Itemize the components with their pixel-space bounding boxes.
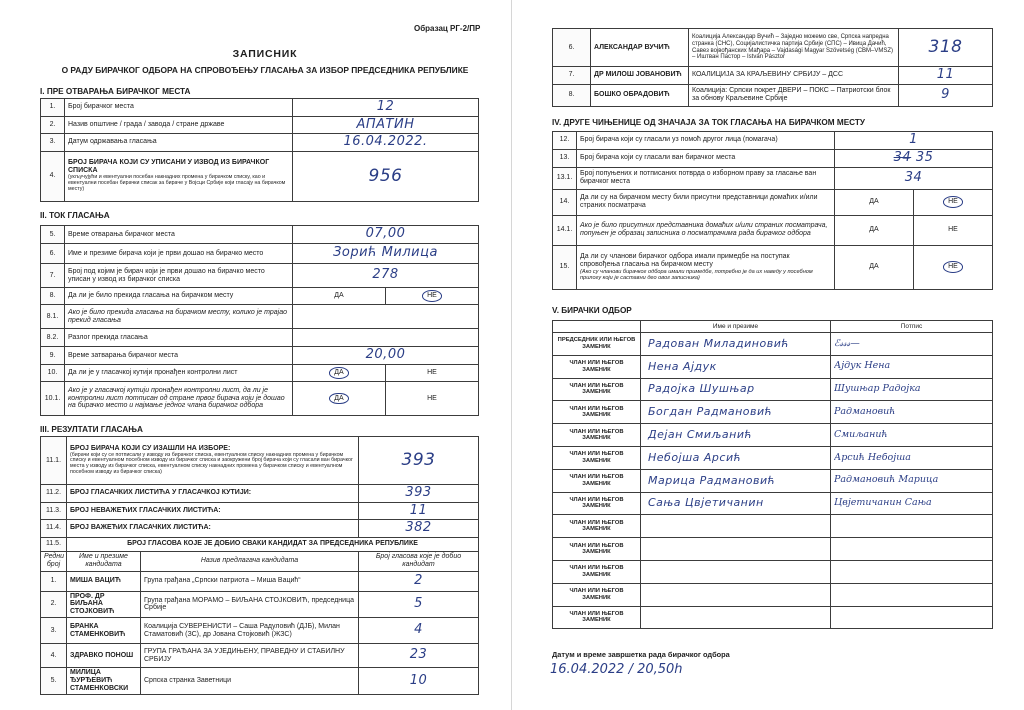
option-yes[interactable] bbox=[835, 215, 914, 245]
row-value[interactable] bbox=[359, 437, 479, 485]
row-value[interactable] bbox=[359, 502, 479, 520]
member-signature: Шушњар Радојка bbox=[834, 384, 921, 395]
candidate-number: 6. bbox=[553, 29, 591, 67]
row-label: Ако је било прекида гласања на бирачком месту, колико је трајао прекид гласања bbox=[65, 305, 293, 329]
row-label: Број бирача који су гласали ван бирачког места bbox=[577, 149, 835, 167]
member-name-field[interactable] bbox=[641, 538, 831, 561]
row-label-text: БРОЈ БИРАЧА КОЈИ СУ ИЗАШЛИ НА ИЗБОРЕ: bbox=[70, 444, 231, 452]
handwritten-value: 11 bbox=[936, 67, 955, 82]
candidate-proposer: Коалиција СУВЕРЕНИСТИ – Саша Радуловић (ДЈБ), Милан Стаматовић (ЗС), др Јована Стојковић (ЖЗС) bbox=[141, 618, 359, 644]
table-row bbox=[41, 329, 479, 347]
row-number: 11.5. bbox=[41, 537, 67, 551]
candidate-votes[interactable] bbox=[899, 29, 993, 67]
struck-value: 34 bbox=[893, 149, 912, 165]
member-signature: Радмановић Марица bbox=[834, 475, 939, 486]
table-row bbox=[553, 215, 993, 245]
option-yes[interactable] bbox=[293, 382, 386, 416]
row-number: 1. bbox=[41, 99, 65, 117]
row-value[interactable] bbox=[293, 264, 479, 288]
candidate-number: 3. bbox=[41, 618, 67, 644]
committee-member-row bbox=[553, 424, 993, 447]
member-role: ЧЛАН ИЛИ ЊЕГОВ ЗАМЕНИК bbox=[553, 424, 641, 447]
option-yes[interactable] bbox=[835, 189, 914, 215]
option-yes-circled: ДА bbox=[329, 393, 348, 405]
document-title: ЗАПИСНИК bbox=[232, 48, 298, 60]
table-header-row bbox=[553, 321, 993, 333]
candidate-votes[interactable] bbox=[359, 668, 479, 694]
member-role: ЧЛАН ИЛИ ЊЕГОВ ЗАМЕНИК bbox=[553, 401, 641, 424]
row-label bbox=[67, 437, 359, 485]
handwritten-value: 278 bbox=[372, 267, 399, 283]
row-label: Да ли је било прекида гласања на бирачком месту bbox=[65, 288, 293, 305]
handwritten-value: 4 bbox=[414, 622, 423, 638]
candidate-number: 7. bbox=[553, 67, 591, 85]
committee-member-row bbox=[553, 583, 993, 606]
member-role: ПРЕДСЕДНИК ИЛИ ЊЕГОВ ЗАМЕНИК bbox=[553, 333, 641, 356]
candidate-row bbox=[41, 591, 479, 617]
option-yes[interactable] bbox=[835, 245, 914, 289]
handwritten-value: 34 bbox=[904, 169, 923, 185]
table-row bbox=[41, 365, 479, 382]
row-label: Да ли су на бирачком месту били присутни представници домаћих и/или страних посматрача bbox=[577, 189, 835, 215]
row-number: 4. bbox=[41, 151, 65, 201]
member-signature-field[interactable] bbox=[831, 355, 993, 378]
right-page bbox=[512, 0, 1024, 710]
candidate-proposer: Коалиција: Српски покрет ДВЕРИ – ПОКС – Патриотски блок за обнову Краљевине Србије bbox=[689, 84, 899, 106]
candidates-continued-table bbox=[552, 28, 993, 107]
row-value-empty[interactable] bbox=[293, 305, 479, 329]
row-value[interactable] bbox=[293, 226, 479, 244]
row-value[interactable] bbox=[293, 151, 479, 201]
section-1-heading: I. ПРЕ ОТВАРАЊА БИРАЧКОГ МЕСТА bbox=[40, 87, 191, 96]
handwritten-value: 1 bbox=[909, 132, 918, 147]
table-row bbox=[41, 347, 479, 365]
candidate-name: БОШКО ОБРАДОВИЋ bbox=[591, 84, 689, 106]
col-header-signature: Потпис bbox=[831, 321, 993, 333]
row-number: 11.3. bbox=[41, 502, 67, 520]
handwritten-value: 382 bbox=[405, 520, 432, 536]
handwritten-value: 318 bbox=[928, 36, 963, 57]
option-no-label: НЕ bbox=[427, 394, 437, 402]
votes-heading: БРОЈ ГЛАСОВА КОЈЕ ЈЕ ДОБИО СВАКИ КАНДИДАТ ЗА ПРЕДСЕДНИКА РЕПУБЛИКЕ bbox=[67, 537, 479, 551]
table-row bbox=[41, 305, 479, 329]
member-name-field[interactable] bbox=[641, 515, 831, 538]
row-value[interactable] bbox=[293, 347, 479, 365]
committee-rows bbox=[553, 333, 993, 629]
row-label bbox=[577, 245, 835, 289]
member-role: ЧЛАН ИЛИ ЊЕГОВ ЗАМЕНИК bbox=[553, 606, 641, 629]
row-label: Ако је било присутних представника домаћих и/или страних посматрача, попуњен је образац записника о посматрачима рада бирачког одбора bbox=[577, 215, 835, 245]
table-row bbox=[41, 437, 479, 485]
handwritten-value: 16.04.2022. bbox=[343, 134, 428, 150]
member-name: Радојка Шушњар bbox=[648, 382, 755, 396]
row-value[interactable] bbox=[359, 485, 479, 503]
form-code: Образац РГ-2/ПР bbox=[414, 24, 481, 33]
col-header-role bbox=[553, 321, 641, 333]
row-number: 11.2. bbox=[41, 485, 67, 503]
candidate-row bbox=[41, 571, 479, 591]
member-signature: Арсић Небојша bbox=[834, 452, 911, 463]
option-no[interactable] bbox=[386, 382, 479, 416]
row-label-text: БРОЈ БИРАЧА КОЈИ СУ УПИСАНИ У ИЗВОД ИЗ БИРАЧКОГ СПИСКА bbox=[68, 159, 270, 175]
candidate-votes[interactable] bbox=[359, 644, 479, 668]
table-row bbox=[553, 245, 993, 289]
row-note: (укључујући и евентуални посебан накнадних промена у бирачком списку, као и евентуални посебан бирачки списак за бираче у Војсци Србије који гласају на бирачком месту) bbox=[68, 174, 286, 192]
row-label: БРОЈ ГЛАСАЧКИХ ЛИСТИЋА У ГЛАСАЧКОЈ КУТИЈИ: bbox=[67, 485, 359, 503]
section-3-heading: III. РЕЗУЛТАТИ ГЛАСАЊА bbox=[40, 425, 143, 434]
option-yes-label: ДА bbox=[869, 226, 879, 234]
candidate-proposer: ГРУПА ГРАЂАНА ЗА УЈЕДИЊЕНУ, ПРАВЕДНУ И СТАБИЛНУ СРБИЈУ bbox=[141, 644, 359, 668]
committee-member-row bbox=[553, 446, 993, 469]
committee-member-row bbox=[553, 560, 993, 583]
table-row bbox=[41, 151, 479, 201]
row-label bbox=[65, 151, 293, 201]
row-value[interactable] bbox=[293, 134, 479, 152]
handwritten-value: 393 bbox=[405, 485, 432, 500]
candidate-name: ПРОФ. ДР БИЉАНА СТОЈКОВИЋ bbox=[67, 591, 141, 617]
row-label: БРОЈ НЕВАЖЕЋИХ ГЛАСАЧКИХ ЛИСТИЋА: bbox=[67, 502, 359, 520]
handwritten-value: 9 bbox=[941, 86, 950, 102]
member-name: Радован Миладиновић bbox=[648, 336, 790, 350]
member-signature-field[interactable] bbox=[831, 515, 993, 538]
table-row bbox=[41, 99, 479, 117]
member-signature-field[interactable] bbox=[831, 424, 993, 447]
row-label: Време отварања бирачког места bbox=[65, 226, 293, 244]
committee-member-row bbox=[553, 469, 993, 492]
row-number: 5. bbox=[41, 226, 65, 244]
handwritten-value: 2 bbox=[414, 572, 423, 588]
handwritten-value: 10 bbox=[409, 672, 428, 688]
candidate-name: ДР МИЛОШ ЈОВАНОВИЋ bbox=[591, 67, 689, 85]
member-role: ЧЛАН ИЛИ ЊЕГОВ ЗАМЕНИК bbox=[553, 538, 641, 561]
handwritten-value: 956 bbox=[368, 165, 403, 186]
member-name-field[interactable] bbox=[641, 401, 831, 424]
row-label: Број бирачког места bbox=[65, 99, 293, 117]
table-row bbox=[41, 288, 479, 305]
candidate-row bbox=[41, 644, 479, 668]
candidate-number: 4. bbox=[41, 644, 67, 668]
table-row bbox=[553, 132, 993, 150]
candidate-proposer: Група грађана МОРАМО – БИЉАНА СТОЈКОВИЋ, председница Србије bbox=[141, 591, 359, 617]
option-no-circled: НЕ bbox=[422, 290, 442, 302]
col-header-name: Име и презиме кандидата bbox=[67, 551, 141, 571]
col-header-no: Редни број bbox=[41, 551, 67, 571]
member-name: Дејан Смиљанић bbox=[648, 427, 753, 441]
handwritten-value: 12 bbox=[376, 99, 395, 114]
member-role: ЧЛАН ИЛИ ЊЕГОВ ЗАМЕНИК bbox=[553, 492, 641, 515]
committee-member-row bbox=[553, 538, 993, 561]
option-yes-label: ДА bbox=[869, 263, 879, 271]
member-signature-field[interactable] bbox=[831, 560, 993, 583]
row-label: Да ли је у гласачкој кутији пронађен контролни лист bbox=[65, 365, 293, 382]
row-number: 7. bbox=[41, 264, 65, 288]
row-number: 8. bbox=[41, 288, 65, 305]
member-signature-field[interactable] bbox=[831, 378, 993, 401]
member-name: Нена Ајдук bbox=[648, 359, 717, 373]
candidate-proposer: Српска странка Заветници bbox=[141, 668, 359, 694]
option-yes-label: ДА bbox=[869, 198, 879, 206]
table-row bbox=[41, 520, 479, 538]
row-number: 14.1. bbox=[553, 215, 577, 245]
row-value[interactable] bbox=[835, 149, 993, 167]
row-note: (бирачи који су се потписали у изводу из бирачког списка, евентуалном списку накнадних промена у бирачком списку и евентуалном посебном изводу из бирачког списка и заокружени број бирача који су гласали ван бирачког места у изводу из бирачког списка, евентуалном списку накнадних промена у бирачком списку и евентуалном посебном изводу из бирачког списка) bbox=[70, 451, 353, 476]
row-value-empty[interactable] bbox=[293, 329, 479, 347]
member-name-field[interactable] bbox=[641, 492, 831, 515]
member-signature-field[interactable] bbox=[831, 492, 993, 515]
row-number: 11.1. bbox=[41, 437, 67, 485]
handwritten-value: 23 bbox=[409, 647, 428, 663]
row-number: 12. bbox=[553, 132, 577, 150]
member-signature-field[interactable] bbox=[831, 606, 993, 629]
member-signature: Цвјетичанин Сања bbox=[834, 498, 932, 509]
corrected-value: 35 bbox=[915, 149, 934, 165]
row-label: Број попуњених и потписаних потврда о изборном праву за гласање ван бирачког места bbox=[577, 167, 835, 189]
section-3-table bbox=[40, 436, 479, 695]
candidate-row bbox=[553, 84, 993, 106]
row-value[interactable] bbox=[293, 99, 479, 117]
candidate-proposer: Група грађана „Српски патриота – Миша Вацић“ bbox=[141, 571, 359, 591]
option-no[interactable] bbox=[914, 215, 993, 245]
member-name-field[interactable] bbox=[641, 560, 831, 583]
row-number: 13. bbox=[553, 149, 577, 167]
committee-member-row bbox=[553, 606, 993, 629]
member-role: ЧЛАН ИЛИ ЊЕГОВ ЗАМЕНИК bbox=[553, 446, 641, 469]
candidate-proposer: Коалиција Александар Вучић – Заједно можемо све, Српска напредна странка (СНС), Социјалистичка партија Србије (СПС) – Ивица Дачић, Савез војвођанских Мађара – Vajdasági Magyar Szövetség (СВМ–VMSZ) – Иштван Пастор – István Pásztor bbox=[689, 29, 899, 67]
handwritten-value: АПАТИН bbox=[356, 116, 415, 132]
row-label: Име и презиме бирача који је први дошао на бирачко место bbox=[65, 244, 293, 264]
row-value[interactable] bbox=[293, 116, 479, 134]
candidate-votes[interactable] bbox=[359, 618, 479, 644]
row-label: Назив општине / града / завода / стране државе bbox=[65, 116, 293, 134]
candidate-votes[interactable] bbox=[359, 591, 479, 617]
row-number: 11.4. bbox=[41, 520, 67, 538]
option-no[interactable] bbox=[386, 365, 479, 382]
committee-member-row bbox=[553, 355, 993, 378]
member-name-field[interactable] bbox=[641, 333, 831, 356]
candidate-number: 5. bbox=[41, 668, 67, 694]
member-name: Небојша Арсић bbox=[648, 450, 742, 464]
option-no-circled: НЕ bbox=[943, 261, 963, 273]
option-no[interactable] bbox=[914, 245, 993, 289]
candidate-number: 2. bbox=[41, 591, 67, 617]
row-label: Број под којим је бирач који је први дошао на бирачко место уписан у извод из бирачког списка bbox=[65, 264, 293, 288]
table-row bbox=[41, 502, 479, 520]
row-value[interactable] bbox=[835, 132, 993, 150]
option-yes-circled: ДА bbox=[329, 367, 348, 379]
option-no[interactable] bbox=[386, 288, 479, 305]
row-label: Ако је у гласачкој кутији пронађен контролни лист, да ли је контролни лист потписан од стране првог бирача који је дошао на бирачко место и најмање једног члана бирачког одбора bbox=[65, 382, 293, 416]
option-yes-label: ДА bbox=[334, 292, 344, 300]
handwritten-value: 20,00 bbox=[365, 347, 406, 363]
table-row bbox=[41, 116, 479, 134]
section-5-heading: V. БИРАЧКИ ОДБОР bbox=[552, 306, 632, 315]
handwritten-value: 07,00 bbox=[365, 226, 406, 242]
row-number: 3. bbox=[41, 134, 65, 152]
option-yes[interactable] bbox=[293, 365, 386, 382]
committee-member-row bbox=[553, 401, 993, 424]
document-subtitle: О РАДУ БИРАЧКОГ ОДБОРА НА СПРОВОЂЕЊУ ГЛАСАЊА ЗА ИЗБОР ПРЕДСЕДНИКА РЕПУБЛИКЕ bbox=[61, 65, 469, 75]
handwritten-value: 5 bbox=[414, 596, 423, 612]
row-value[interactable] bbox=[835, 167, 993, 189]
row-label: Датум одржавања гласања bbox=[65, 134, 293, 152]
member-signature-field[interactable] bbox=[831, 401, 993, 424]
row-number: 8.2. bbox=[41, 329, 65, 347]
option-no[interactable] bbox=[914, 189, 993, 215]
section-2-table bbox=[40, 225, 479, 416]
table-row bbox=[553, 167, 993, 189]
member-role: ЧЛАН ИЛИ ЊЕГОВ ЗАМЕНИК bbox=[553, 355, 641, 378]
member-name-field[interactable] bbox=[641, 469, 831, 492]
section-1-table bbox=[40, 98, 479, 202]
member-signature-field[interactable] bbox=[831, 583, 993, 606]
member-signature-field[interactable] bbox=[831, 469, 993, 492]
table-header-row bbox=[41, 551, 479, 571]
section-4-table bbox=[552, 131, 993, 290]
candidate-number: 8. bbox=[553, 84, 591, 106]
option-no-circled: НЕ bbox=[943, 196, 963, 208]
candidate-row bbox=[41, 668, 479, 694]
candidate-name: МИША ВАЦИЋ bbox=[67, 571, 141, 591]
member-name-field[interactable] bbox=[641, 446, 831, 469]
row-number: 13.1. bbox=[553, 167, 577, 189]
candidate-number: 1. bbox=[41, 571, 67, 591]
footer-date-time: 16.04.2022 / 20,50h bbox=[550, 662, 683, 677]
row-number: 9. bbox=[41, 347, 65, 365]
member-name-field[interactable] bbox=[641, 424, 831, 447]
candidate-proposer: КОАЛИЦИЈА ЗА КРАЉЕВИНУ СРБИЈУ – ДСС bbox=[689, 67, 899, 85]
handwritten-value: 11 bbox=[409, 502, 428, 518]
member-name: Сања Цвјетичанин bbox=[648, 496, 764, 510]
member-role: ЧЛАН ИЛИ ЊЕГОВ ЗАМЕНИК bbox=[553, 515, 641, 538]
row-number: 6. bbox=[41, 244, 65, 264]
table-row bbox=[41, 264, 479, 288]
member-name: Марица Радмановић bbox=[648, 473, 776, 487]
table-row bbox=[41, 537, 479, 551]
row-note: (Ако су чланови бирачког одбора имали примедбе, потребно је да их наведу у посебном прилогу који је саставни део овог записника) bbox=[580, 268, 813, 281]
table-row bbox=[41, 134, 479, 152]
member-role: ЧЛАН ИЛИ ЊЕГОВ ЗАМЕНИК bbox=[553, 469, 641, 492]
handwritten-value: Зорић Милица bbox=[333, 245, 438, 261]
member-signature-field[interactable] bbox=[831, 538, 993, 561]
table-row bbox=[41, 226, 479, 244]
option-no-label: НЕ bbox=[948, 226, 958, 234]
member-signature: ℰ𝓈𝓈𝓈— bbox=[834, 338, 860, 349]
table-row bbox=[553, 189, 993, 215]
row-number: 10. bbox=[41, 365, 65, 382]
col-header-proposer: Назив предлагача кандидата bbox=[141, 551, 359, 571]
committee-member-row bbox=[553, 333, 993, 356]
row-value[interactable] bbox=[293, 244, 479, 264]
member-name-field[interactable] bbox=[641, 583, 831, 606]
member-signature-field[interactable] bbox=[831, 333, 993, 356]
row-label: Разлог прекида гласања bbox=[65, 329, 293, 347]
table-row bbox=[41, 244, 479, 264]
section-4-heading: IV. ДРУГЕ ЧИЊЕНИЦЕ ОД ЗНАЧАЈА ЗА ТОК ГЛАСАЊА НА БИРАЧКОМ МЕСТУ bbox=[552, 118, 865, 127]
handwritten-value-group bbox=[838, 151, 989, 166]
member-signature: Ајдук Нена bbox=[834, 361, 891, 372]
candidate-votes[interactable] bbox=[359, 571, 479, 591]
member-name-field[interactable] bbox=[641, 355, 831, 378]
row-label: Време затварања бирачког места bbox=[65, 347, 293, 365]
member-name-field[interactable] bbox=[641, 606, 831, 629]
row-number: 15. bbox=[553, 245, 577, 289]
row-number: 8.1. bbox=[41, 305, 65, 329]
row-number: 2. bbox=[41, 116, 65, 134]
row-label-text: Да ли су чланови бирачког одбора имали примедбе на поступак спровођења гласања на бирачком месту bbox=[580, 252, 790, 268]
option-no-label: НЕ bbox=[427, 369, 437, 377]
committee-member-row bbox=[553, 492, 993, 515]
row-number: 14. bbox=[553, 189, 577, 215]
handwritten-value: 393 bbox=[401, 449, 436, 470]
member-role: ЧЛАН ИЛИ ЊЕГОВ ЗАМЕНИК bbox=[553, 378, 641, 401]
candidate-name: БРАНКА СТАМЕНКОВИЋ bbox=[67, 618, 141, 644]
footer-label: Датум и време завршетка рада бирачког одбора bbox=[552, 650, 730, 659]
committee-table bbox=[552, 320, 993, 629]
member-signature: Радмановић bbox=[834, 406, 896, 417]
row-number: 10.1. bbox=[41, 382, 65, 416]
table-row bbox=[41, 485, 479, 503]
member-role: ЧЛАН ИЛИ ЊЕГОВ ЗАМЕНИК bbox=[553, 583, 641, 606]
candidate-row bbox=[553, 67, 993, 85]
committee-member-row bbox=[553, 515, 993, 538]
member-role: ЧЛАН ИЛИ ЊЕГОВ ЗАМЕНИК bbox=[553, 560, 641, 583]
col-header-votes: Број гласова које је добио кандидат bbox=[359, 551, 479, 571]
candidate-name: ЗДРАВКО ПОНОШ bbox=[67, 644, 141, 668]
member-name-field[interactable] bbox=[641, 378, 831, 401]
option-yes[interactable] bbox=[293, 288, 386, 305]
col-header-name: Име и презиме bbox=[641, 321, 831, 333]
candidate-votes[interactable] bbox=[899, 67, 993, 85]
row-label: Број бирача који су гласали уз помоћ другог лица (помагача) bbox=[577, 132, 835, 150]
table-row bbox=[553, 149, 993, 167]
candidate-row bbox=[553, 29, 993, 67]
member-signature-field[interactable] bbox=[831, 446, 993, 469]
member-name: Богдан Радмановић bbox=[648, 405, 773, 419]
section-2-heading: II. ТОК ГЛАСАЊА bbox=[40, 211, 110, 220]
row-label: БРОЈ ВАЖЕЋИХ ГЛАСАЧКИХ ЛИСТИЋА: bbox=[67, 520, 359, 538]
candidate-name: МИЛИЦА ЂУРЂЕВИЋ СТАМЕНКОВСКИ bbox=[67, 668, 141, 694]
committee-member-row bbox=[553, 378, 993, 401]
candidate-votes[interactable] bbox=[899, 84, 993, 106]
candidate-name: АЛЕКСАНДАР ВУЧИЋ bbox=[591, 29, 689, 67]
row-value[interactable] bbox=[359, 520, 479, 538]
candidate-row bbox=[41, 618, 479, 644]
table-row bbox=[41, 382, 479, 416]
member-signature: Смиљанић bbox=[834, 429, 888, 440]
